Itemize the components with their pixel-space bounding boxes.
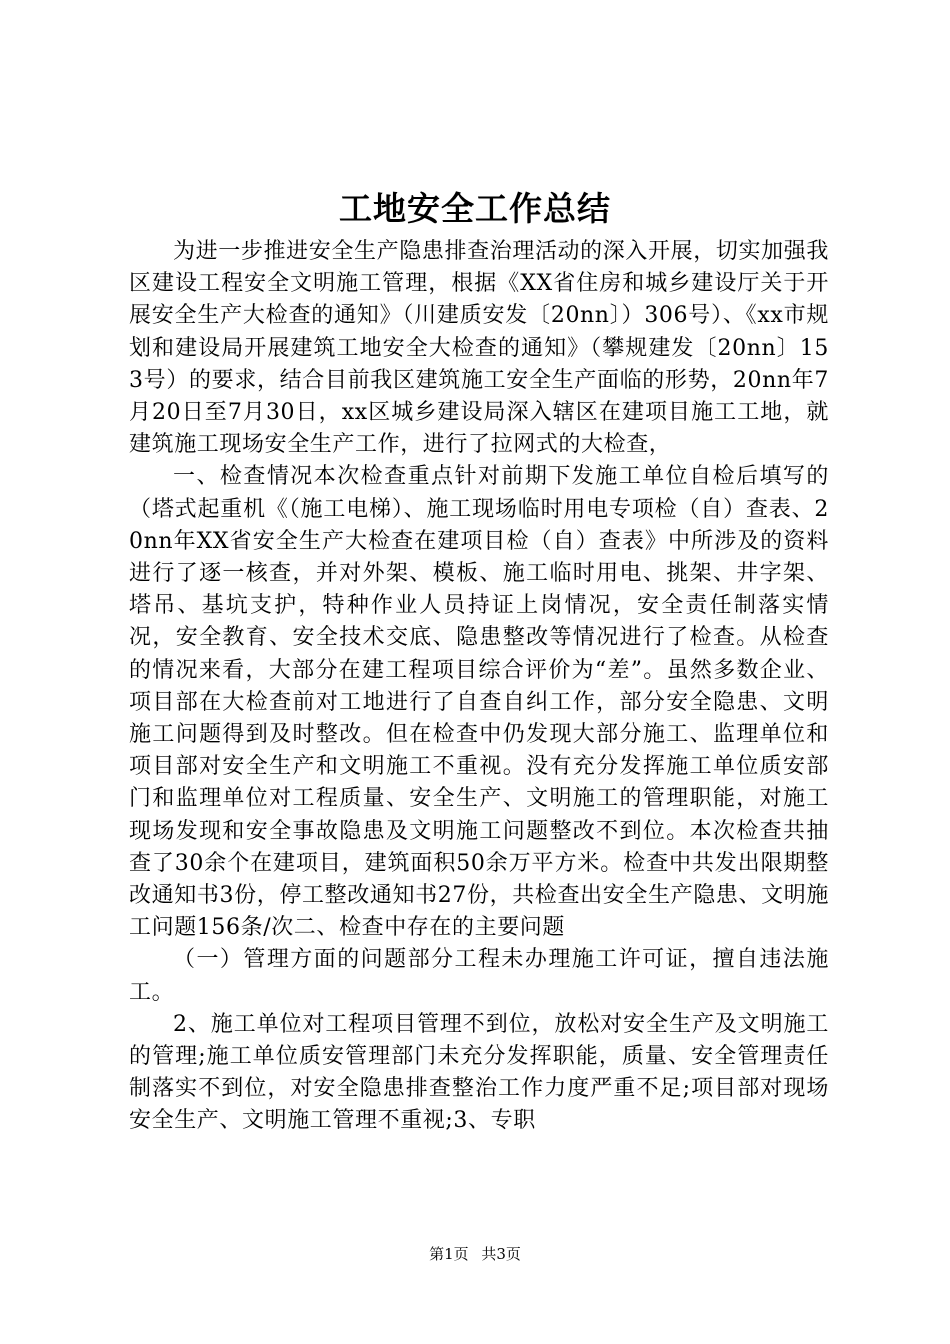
page-number: 第1页 (429, 1245, 469, 1263)
document-title: 工地安全工作总结 (339, 189, 611, 228)
paragraph-inspection: 一、检查情况本次检查重点针对前期下发施工单位自检后填写的（塔式起重机《（施工电梯）、施工现场临时用电专项检（自）查表、20nn年XX省安全生产大检查在建项目检（自）查表》中所涉及的资料进行了逐一核查，并对外架、模板、施工临时用电、挑架、井字架、塔吊、基坑支护，特种作业人员持证上岗情况，安全责任制落实情况，安全教育、安全技术交底、隐患整改等情况进行了检查。从检查的情况来看，大部分在建工程项目综合评价为“差”。虽然多数企业、项目部在大检查前对工地进行了自查自纠工作，部分安全隐患、文明施工问题得到及时整改。但在检查中仍发现大部分施工、监理单位和项目部对安全生产和文明施工不重视。没有充分发挥施工单位质安部门和监理单位对工程质量、安全生产、文明施工的管理职能，对施工现场发现和安全事故隐患及文明施工问题整改不到位。本次检查共抽查了30余个在建项目，建筑面积50余万平方米。检查中共发出限期整改通知书3份，停工整改通知书27份，共检查出安全生产隐患、文明施工问题156条/次二、检查中存在的主要问题 (129, 464, 829, 941)
paragraph-construction-units: 2、施工单位对工程项目管理不到位，放松对安全生产及文明施工的管理;施工单位质安管理部门未充分发挥职能，质量、安全管理责任制落实不到位，对安全隐患排查整治工作力度严重不足;项目部对现场安全生产、文明施工管理不重视;3、专职 (129, 1011, 829, 1134)
document-body (129, 236, 829, 1138)
page-footer (0, 1243, 950, 1265)
paragraph-intro: 为进一步推进安全生产隐患排查治理活动的深入开展，切实加强我区建设工程安全文明施工管理，根据《XX省住房和城乡建设厅关于开展安全生产大检查的通知》（川建质安发〔20nn〕）306号）、《xx市规划和建设局开展建筑工地安全大检查的通知》（攀规建发〔20nn〕153号）的要求，结合目前我区建筑施工安全生产面临的形势，20nn年7月20日至7月30日，xx区城乡建设局深入辖区在建项目施工工地，就建筑施工现场安全生产工作，进行了拉网式的大检查， (129, 239, 829, 458)
page-total: 共3页 (481, 1245, 521, 1263)
paragraph-management-issues: （一）管理方面的问题部分工程未办理施工许可证，擅自违法施工。 (129, 947, 829, 1005)
